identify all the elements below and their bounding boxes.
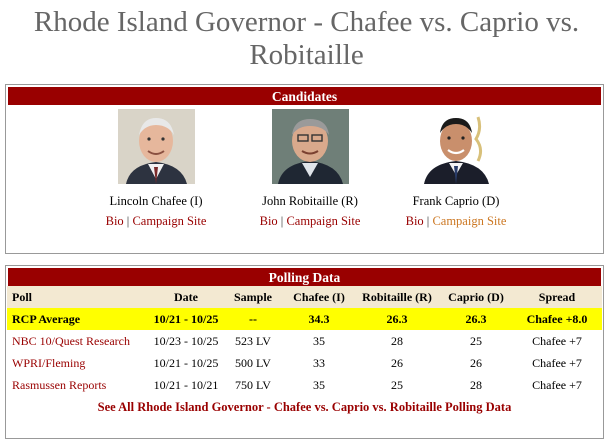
poll-spread: Chafee +7 — [532, 377, 582, 392]
rcp-sample: -- — [222, 308, 284, 330]
poll-caprio: 26 — [470, 355, 482, 370]
candidate-name-robitaille: John Robitaille (R) — [262, 194, 358, 208]
campaign-site-link-chafee[interactable]: Campaign Site — [132, 214, 207, 228]
poll-caprio: 28 — [470, 377, 482, 392]
candidate-card-robitaille — [240, 109, 380, 228]
candidate-photo-chafee — [118, 109, 195, 184]
campaign-site-link-caprio[interactable]: Campaign Site — [432, 214, 507, 228]
link-separator: | — [280, 214, 284, 228]
see-all-polling-data-link[interactable]: See All Rhode Island Governor - Chafee vs. Caprio vs. Robitaille Polling Data — [97, 400, 512, 414]
polling-table — [7, 286, 602, 396]
poll-sample: 750 LV — [235, 377, 271, 392]
column-header-spread: Spread — [512, 286, 602, 308]
candidates-panel — [5, 84, 604, 254]
page-title-line-2: Robitaille — [249, 39, 364, 71]
rcp-spread: Chafee +8.0 — [512, 308, 602, 330]
poll-link[interactable]: WPRI/Fleming — [12, 355, 86, 370]
table-row — [7, 330, 602, 352]
poll-date: 10/23 - 10/25 — [153, 333, 219, 348]
column-header-robitaille: Robitaille (R) — [354, 286, 440, 308]
poll-link[interactable]: Rasmussen Reports — [12, 377, 107, 392]
candidate-name-caprio: Frank Caprio (D) — [412, 194, 500, 208]
candidate-links-chafee — [86, 214, 226, 228]
rcp-robitaille: 26.3 — [354, 308, 440, 330]
table-row — [7, 352, 602, 374]
rcp-caprio: 26.3 — [440, 308, 512, 330]
column-header-caprio: Caprio (D) — [440, 286, 512, 308]
poll-spread: Chafee +7 — [532, 355, 582, 370]
poll-chafee: 33 — [313, 355, 325, 370]
candidate-photo-caprio — [418, 109, 495, 184]
poll-robitaille: 26 — [391, 355, 403, 370]
column-header-poll: Poll — [7, 286, 150, 308]
column-header-sample: Sample — [222, 286, 284, 308]
candidate-name-chafee: Lincoln Chafee (I) — [109, 194, 203, 208]
poll-date: 10/21 - 10/21 — [153, 377, 219, 392]
rcp-chafee: 34.3 — [284, 308, 354, 330]
candidate-card-chafee — [86, 109, 226, 228]
table-row — [7, 374, 602, 396]
rcp-date: 10/21 - 10/25 — [150, 308, 222, 330]
poll-robitaille: 28 — [391, 333, 403, 348]
candidate-photo-robitaille — [272, 109, 349, 184]
page-title — [0, 6, 613, 72]
poll-sample: 500 LV — [235, 355, 271, 370]
column-header-date: Date — [150, 286, 222, 308]
bio-link-robitaille[interactable]: Bio — [259, 214, 278, 228]
poll-chafee: 35 — [313, 333, 325, 348]
rcp-average-row — [7, 308, 602, 330]
bio-link-chafee[interactable]: Bio — [105, 214, 124, 228]
link-separator: | — [426, 214, 430, 228]
poll-link[interactable]: NBC 10/Quest Research — [12, 333, 130, 348]
poll-sample: 523 LV — [235, 333, 271, 348]
polling-header: Polling Data — [6, 266, 603, 286]
poll-chafee: 35 — [313, 377, 325, 392]
column-header-chafee: Chafee (I) — [284, 286, 354, 308]
polling-panel — [5, 265, 604, 439]
link-separator: | — [126, 214, 130, 228]
poll-date: 10/21 - 10/25 — [153, 355, 219, 370]
rcp-average-label: RCP Average — [7, 308, 150, 330]
candidates-header: Candidates — [6, 85, 603, 105]
poll-spread: Chafee +7 — [532, 333, 582, 348]
candidate-links-caprio — [386, 214, 526, 228]
bio-link-caprio[interactable]: Bio — [405, 214, 424, 228]
candidate-card-caprio — [386, 109, 526, 228]
page-title-line-1: Rhode Island Governor - Chafee vs. Caprio vs. — [33, 6, 580, 38]
poll-robitaille: 25 — [391, 377, 403, 392]
polling-column-headers — [7, 286, 602, 308]
candidate-links-robitaille — [240, 214, 380, 228]
campaign-site-link-robitaille[interactable]: Campaign Site — [286, 214, 361, 228]
poll-caprio: 25 — [470, 333, 482, 348]
